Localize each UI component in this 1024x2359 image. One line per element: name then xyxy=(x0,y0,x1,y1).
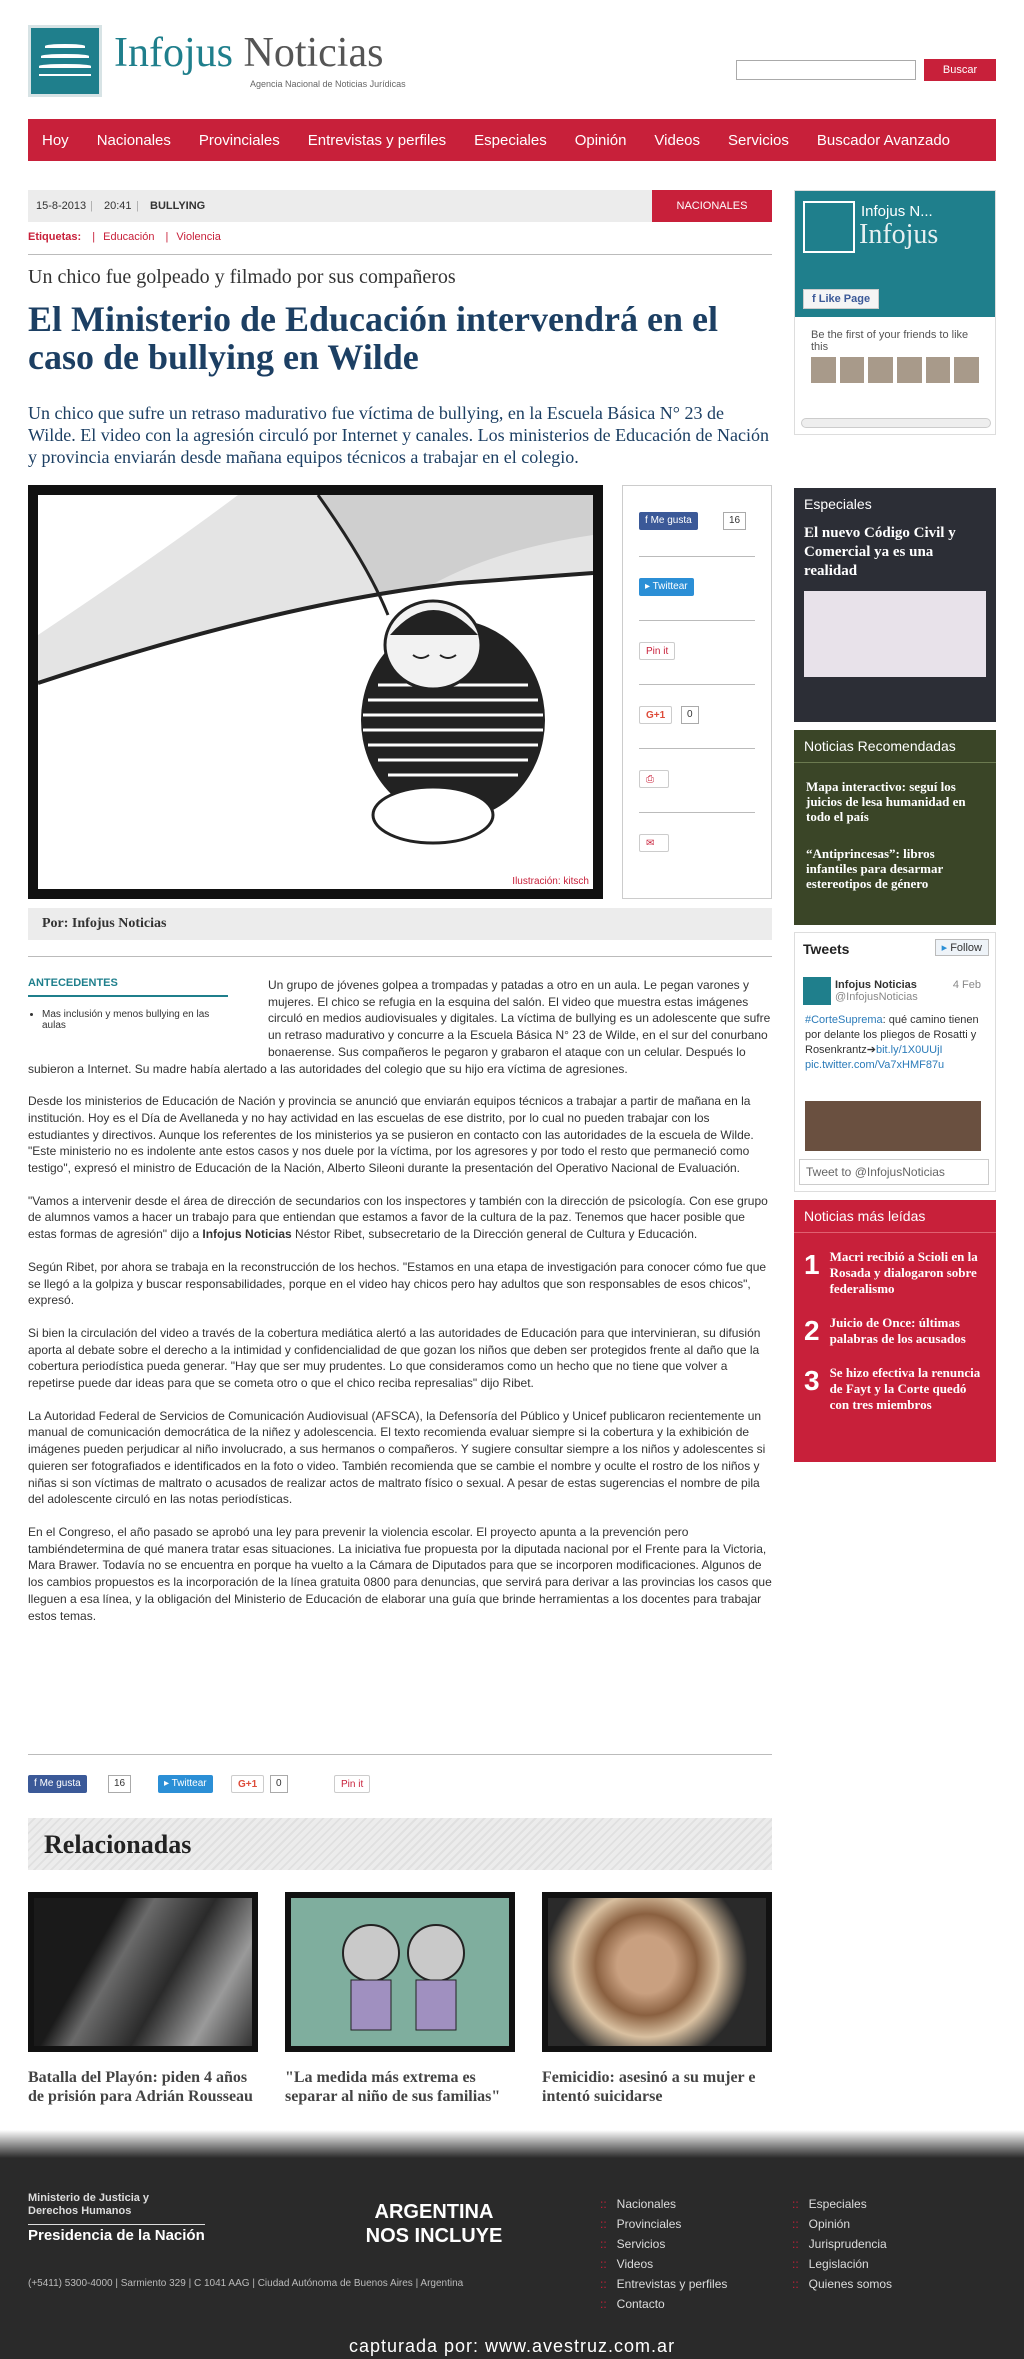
block-title: Noticias Recomendadas xyxy=(794,730,996,763)
byline: Por: Infojus Noticias xyxy=(28,908,772,940)
footer-link[interactable]: :: Especiales xyxy=(792,2194,892,2214)
footer-address: (+5411) 5300-4000 | Sarmiento 329 | C 1041 AAG | Ciudad Autónoma de Buenos Aires | Argentina xyxy=(28,2278,464,2289)
paragraph: Un grupo de jóvenes golpea a trompadas y patadas a otro en un aula. Le pegan varones y mujeres. El chico se refugia en la esquina del salón. El video que muestra estas imágenes circuló en medios audiovisuales y digitales. La víctima de bullying es un adolescente que sufre un retraso madurativo y concurre a la Escuela Básica N° 23 de Wilde, en el sur del conurbano bonaerense. Sus compañeros le pegaron y grabaron el ataque con un celular. Después lo subieron a Internet. Su madre había alertado a las autoridades del colegio que su hijo era víctima de agresiones. xyxy=(28,978,771,1076)
search-button[interactable]: Buscar xyxy=(924,59,996,81)
paragraph: La Autoridad Federal de Servicios de Comunicación Audiovisual (AFSCA), la Defensoría del Público y Unicef publicaron recientemente un manual de comunicación democrática de la niñez y adolescencia. El texto recomienda evaluar siempre si la cobertura y la exhibición de imágenes pueden perjudicar al niño involucrado, a sus hermanos o compañeros. Y sugiere consultar siempre a los niños y adolescentes si quieren ser fotografiados e identificados en la foto o video. También recomienda que se cambie el nombre y oculte el rostro de los niños y niñas si son víctimas de maltrato o acusados de realizar actos de maltrato físico o sexual. A pesar de estas sugerencias el nombre de pila del adolescente circuló en las notas periodísticas. xyxy=(28,1408,766,1507)
facebook-icon: f xyxy=(812,293,819,305)
antecedentes-link[interactable]: • Mas inclusión y menos bullying en las aulas xyxy=(42,1009,228,1031)
footer-link[interactable]: :: Opinión xyxy=(792,2214,892,2234)
like-count: 16 xyxy=(723,512,746,530)
nav-item[interactable]: Videos xyxy=(654,131,701,149)
most-read-item[interactable]: 3 Se hizo efectiva la renuncia de Fayt y la Corte quedó con tres miembros xyxy=(804,1365,981,1412)
tweet-photo xyxy=(805,1101,981,1151)
capture-credit: capturada por: www.avestruz.com.ar xyxy=(348,2336,676,2356)
tweet-handle: @InfojusNoticias xyxy=(835,991,918,1003)
footer-links-2 xyxy=(792,2194,892,2294)
tweet-avatar xyxy=(803,977,831,1005)
page-avatar xyxy=(803,201,855,253)
footer-link[interactable]: :: Entrevistas y perfiles xyxy=(600,2274,727,2294)
like-count: 16 xyxy=(108,1775,131,1793)
article-time: 20:41 xyxy=(104,200,132,212)
article-meta-bar: 15-8-2013 | 20:41 | BULLYING NACIONALES xyxy=(28,190,772,222)
related-photo xyxy=(34,1898,252,2046)
especiales-image xyxy=(804,591,986,677)
tweet-user[interactable]: Infojus Noticias xyxy=(835,979,917,991)
most-read-item[interactable]: 2 Juicio de Once: últimas palabras de los acusados xyxy=(804,1315,966,1346)
paragraph: Si bien la circulación del video a través de la cobertura mediática alertó a las autoridades de Educación para que intervinieran, su difusión aporta al debate sobre el derecho a la intimidad y confidencialidad de que gozan los niños que deben ser protegidos frente al daño que la cobertura periodística pueda generar. "Hay que ser muy prudentes. Lo que consideramos como un hecho que no tiene que volver a repetirse puede dar ideas para que se cometa otro o que el chico reciba represalias" dijo Ribet. xyxy=(28,1325,761,1391)
tags-row: Etiquetas: | Educación | Violencia xyxy=(28,231,221,243)
footer-link[interactable]: :: Nacionales xyxy=(600,2194,727,2214)
tweet-to-input[interactable]: Tweet to @InfojusNoticias xyxy=(799,1159,989,1185)
nav-item[interactable]: Servicios xyxy=(728,131,789,149)
ministry-name: Ministerio de Justicia y Derechos Humanos xyxy=(28,2192,150,2217)
article-date: 15-8-2013 xyxy=(36,200,87,212)
tag-link[interactable]: Educación xyxy=(103,231,155,243)
related-title: Batalla del Playón: piden 4 años de prisión para Adrián Rousseau xyxy=(28,2069,253,2105)
footer-link[interactable]: :: Servicios xyxy=(600,2234,727,2254)
paragraph: En el Congreso, el año pasado se aprobó una ley para prevenir la violencia escolar. El proyecto apunta a la prevención pero tambiéndetermina de qué manera tratar esas situaciones. La iniciativa fue propuesta por la diputada nacional por el Frente para la Victoria, Mara Brawer. Todavía no se encuentra en porque ha vuelto a la Cámara de Diputados para que se incorporen modificaciones. Algunos de los cambios propuestos es la incorporación de la línea gratuita 0800 para denuncias, que servirá para derivar a las provincias los casos que lleguen a esa línea, y la obligación del Ministerio de Educación de elaborar una guía que brinde herramientas a los docentes para trabajar estos temas. xyxy=(28,1524,772,1623)
most-read-item[interactable]: 1 Macri recibió a Scioli en la Rosada y dialogaron sobre federalismo xyxy=(804,1249,978,1296)
footer-links-1 xyxy=(600,2194,727,2314)
gplus-button[interactable]: G+1 xyxy=(639,706,672,724)
horizontal-scrollbar[interactable] xyxy=(801,418,991,428)
share-panel xyxy=(622,485,772,899)
block-title: Noticias más leídas xyxy=(794,1200,996,1233)
nav-item[interactable]: Opinión xyxy=(574,131,627,149)
fb-cover-text: Infojus xyxy=(859,219,939,250)
share-bar-bottom xyxy=(28,1775,428,1797)
article-headline: El Ministerio de Educación intervendrá en el caso de bullying en Wilde xyxy=(28,299,718,377)
logo-subtitle: Agencia Nacional de Noticias Jurídicas xyxy=(250,79,406,89)
footer-link[interactable]: :: Quienes somos xyxy=(792,2274,892,2294)
facebook-like-button[interactable]: f Me gusta xyxy=(28,1775,87,1793)
pinterest-button[interactable]: Pin it xyxy=(639,642,675,660)
pinterest-button[interactable]: Pin it xyxy=(334,1775,370,1793)
nav-item[interactable]: Buscador Avanzado xyxy=(816,131,951,149)
tag-link[interactable]: Violencia xyxy=(176,231,221,243)
twitter-widget xyxy=(794,932,996,1192)
article-illustration xyxy=(28,485,603,899)
search-input[interactable] xyxy=(736,60,916,80)
site-logo[interactable] xyxy=(28,25,406,97)
logo-icon xyxy=(28,25,102,97)
fb-friend-faces xyxy=(795,357,995,383)
especiales-block xyxy=(794,488,996,722)
footer-link[interactable]: :: Legislación xyxy=(792,2254,892,2274)
tags-label: Etiquetas: xyxy=(28,231,82,243)
related-illustration xyxy=(291,1898,509,2046)
tweet-button[interactable]: ▸ Twittear xyxy=(158,1775,213,1793)
antecedentes-title: ANTECEDENTES xyxy=(28,977,228,997)
facebook-widget xyxy=(794,190,996,435)
logo-text: Infojus Noticias xyxy=(114,30,384,76)
tweets-title: Tweets xyxy=(803,941,850,957)
tweet-text: #CorteSuprema: qué camino tienen por delante los pliegos de Rosatti y Rosenkrantz➔bit.ly/1X0UUjI pic.twitter.com/Va7xHMF87u xyxy=(805,1014,979,1071)
related-illustration xyxy=(548,1898,766,2046)
paragraph: Desde los ministerios de Educación de Nación y provincia se anunció que enviarán equipos técnicos a trabajar a partir de mañana en la institución. Hoy es el Día de Avellaneda y no hay actividad en las escuelas de ese distrito, por lo cual no pueden trabajar con los estudiantes y directivos. Aunque los referentes de los ministerios ya se pusieron en contacto con las autoridades de la escuela de Wilde. "Este ministerio no es indolente ante estos casos y nos duele por la víctima, por los agresores y por todo el resto que permaneció como testigo", expresó el ministro de Educación de la Nación, Alberto Sileoni durante la presentación del Operativo Nacional de Evaluación. xyxy=(28,1094,754,1176)
site-footer xyxy=(0,2158,1024,2359)
presidency-logo[interactable]: Presidencia de la Nación xyxy=(28,2224,205,2244)
nav-item[interactable]: Hoy xyxy=(42,131,69,149)
article-topic: BULLYING xyxy=(150,200,206,212)
facebook-icon: f xyxy=(645,515,651,526)
article-body xyxy=(28,977,772,1640)
especiales-link[interactable]: El nuevo Código Civil y Comercial ya es una realidad xyxy=(804,525,956,579)
argentina-logo: ARGENTINA NOS INCLUYE xyxy=(365,2201,503,2247)
block-title: Especiales xyxy=(804,496,872,512)
twitter-bird-icon: ▸ xyxy=(941,942,951,954)
gplus-button[interactable]: G+1 xyxy=(231,1775,264,1793)
twitter-follow-button[interactable]: ▸ Follow xyxy=(935,939,989,956)
article-lead: Un chico que sufre un retraso madurativo fue víctima de bullying, en la Escuela Básica N° 23 de Wilde. El video con la agresión circuló por Internet y canales. Los ministerios de Educación de Nación y provincia enviarán desde mañana equipos técnicos a trabajar en el colegio. xyxy=(28,403,770,467)
email-icon[interactable]: ✉ xyxy=(639,834,669,852)
nav-item[interactable]: Especiales xyxy=(474,131,547,149)
image-caption: Ilustración: kitsch xyxy=(512,876,589,887)
footer-link[interactable]: :: Provinciales xyxy=(600,2214,727,2234)
fb-like-page-button[interactable]: f Like Page xyxy=(803,289,879,309)
facebook-like-button[interactable]: f Me gusta xyxy=(639,512,698,530)
footer-link[interactable]: :: Videos xyxy=(600,2254,727,2274)
section-badge[interactable]: NACIONALES xyxy=(652,190,772,222)
related-item[interactable] xyxy=(542,1892,772,2106)
nav-item[interactable]: Nacionales xyxy=(96,131,171,149)
related-item[interactable] xyxy=(285,1892,515,2106)
tweet-date: 4 Feb xyxy=(952,979,981,991)
related-title: "La medida más extrema es separar al niño de sus familias" xyxy=(285,2069,501,2105)
main-nav xyxy=(28,119,996,161)
related-heading: Relacionadas xyxy=(28,1818,772,1870)
gplus-count: 0 xyxy=(681,706,699,724)
print-icon[interactable]: ⎙ xyxy=(639,770,669,788)
recomendadas-block xyxy=(794,730,996,925)
paragraph: Según Ribet, por ahora se trabaja en la reconstrucción de los hechos. "Estamos en una etapa de investigación para conocer cómo fue que se llegó a la golpiza y buscar responsabilidades, porque en el video hay chicos pero hay adultos que son responsables de esos chicos", expresó. xyxy=(28,1259,767,1308)
fb-page-name[interactable]: Infojus N... xyxy=(861,203,933,220)
recommended-link[interactable]: Mapa interactivo: seguí los juicios de lesa humanidad en todo el país xyxy=(806,779,966,824)
article-kicker: Un chico fue golpeado y filmado por sus compañeros xyxy=(28,266,456,288)
nav-item[interactable]: Provinciales xyxy=(198,131,280,149)
fb-friends-text: Be the first of your friends to like this xyxy=(811,329,969,353)
footer-link[interactable]: :: Jurisprudencia xyxy=(792,2234,892,2254)
antecedentes-box xyxy=(28,977,228,1031)
gplus-count: 0 xyxy=(270,1775,288,1793)
related-title: Femicidio: asesinó a su mujer e intentó suicidarse xyxy=(542,2069,756,2105)
tweet-button[interactable]: ▸ Twittear xyxy=(639,578,694,596)
related-item[interactable] xyxy=(28,1892,258,2106)
mas-leidas-block xyxy=(794,1200,996,1462)
paragraph: "Vamos a intervenir desde el área de dirección de secundarios con los inspectores y también con la dirección de psicología. Con ese grupo de alumnos vamos a hacer un trabajo para que entiendan que estamos a favor de la cultura de la paz. Tenemos que hacer posible que estas formas de agresión" dijo a Infojus Noticias Néstor Ribet, subsecretario de la Dirección general de Cultura y Educación. xyxy=(28,1193,768,1242)
nav-item[interactable]: Entrevistas y perfiles xyxy=(307,131,447,149)
recommended-link[interactable]: “Antiprincesas”: libros infantiles para desarmar estereotipos de género xyxy=(806,846,943,891)
footer-link[interactable]: :: Contacto xyxy=(600,2294,727,2314)
twitter-bird-icon: ▸ xyxy=(645,581,653,592)
